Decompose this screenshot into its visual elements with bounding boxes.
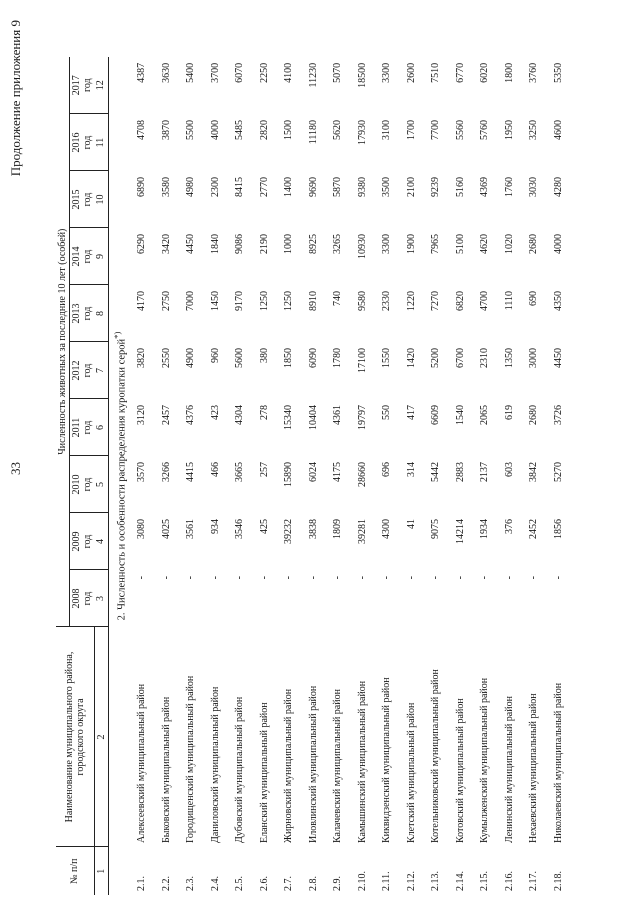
row-value: 2680 xyxy=(528,234,540,254)
header-year-5 xyxy=(70,285,95,342)
row-value: 4350 xyxy=(552,291,564,311)
header-year-unit: год xyxy=(82,363,93,378)
row-number: 2.18. xyxy=(552,871,564,891)
column-number: 3 xyxy=(94,570,108,627)
table-header xyxy=(56,57,108,895)
row-value: 3700 xyxy=(209,62,221,83)
row-value: - xyxy=(209,576,221,580)
row-district-name: Еланский муниципальный район xyxy=(258,702,270,843)
row-number: 2.16. xyxy=(503,871,515,891)
row-value: 257 xyxy=(258,462,270,477)
table-row xyxy=(473,57,498,895)
section-title-text: 2. Численность и особенности распределения куропатки серой xyxy=(116,338,127,621)
row-value: 4387 xyxy=(136,62,148,83)
row-value: 2100 xyxy=(405,177,417,197)
row-value: 18500 xyxy=(356,62,368,88)
row-number: 2.10. xyxy=(356,871,368,891)
row-value: 2452 xyxy=(528,519,540,539)
row-value: 278 xyxy=(258,405,270,420)
row-value: 3300 xyxy=(381,62,393,83)
data-table xyxy=(56,57,571,895)
column-number: 2 xyxy=(94,627,108,847)
table-body xyxy=(130,57,571,895)
row-value: 2300 xyxy=(209,177,221,197)
row-value: 3266 xyxy=(160,462,172,482)
row-value: 3265 xyxy=(332,234,344,254)
row-value: 4900 xyxy=(185,348,197,368)
row-value: 380 xyxy=(258,348,270,363)
row-value: - xyxy=(234,576,246,580)
row-value: 2550 xyxy=(160,348,172,368)
row-value: 5270 xyxy=(552,462,564,482)
row-value: 1250 xyxy=(258,291,270,311)
row-value: 1450 xyxy=(209,291,221,311)
column-number: 10 xyxy=(94,171,108,228)
row-value: 7700 xyxy=(430,120,442,140)
row-value: - xyxy=(528,576,540,580)
row-value: 5100 xyxy=(454,234,466,254)
row-value: 9170 xyxy=(234,291,246,311)
row-value: 7000 xyxy=(185,291,197,311)
row-value: 2770 xyxy=(258,177,270,197)
row-value: 3030 xyxy=(528,177,540,197)
row-value: 314 xyxy=(405,462,417,477)
row-district-name: Городищенский муниципальный район xyxy=(185,675,197,843)
row-value: 5400 xyxy=(185,62,197,83)
table-row xyxy=(228,57,253,895)
header-year-unit: год xyxy=(82,192,93,207)
section-title-row xyxy=(108,57,130,895)
row-value: 6820 xyxy=(454,291,466,311)
row-value: 696 xyxy=(381,462,393,477)
row-value: 4980 xyxy=(185,177,197,197)
row-value: 1110 xyxy=(503,291,515,311)
row-value: 4415 xyxy=(185,462,197,482)
table-row xyxy=(301,57,326,895)
table-row xyxy=(448,57,473,895)
data-table-container xyxy=(56,57,571,895)
row-value: 11180 xyxy=(307,120,319,145)
row-value: 9580 xyxy=(356,291,368,311)
header-year-value: 2016 xyxy=(71,132,82,153)
row-number: 2.15. xyxy=(479,871,491,891)
row-value: 2680 xyxy=(528,405,540,425)
table-row xyxy=(203,57,228,895)
row-district-name: Ленинский муниципальный район xyxy=(503,696,515,843)
row-value: 3561 xyxy=(185,519,197,539)
row-value: 8415 xyxy=(234,177,246,197)
row-value: 4300 xyxy=(381,519,393,539)
row-value: 4100 xyxy=(283,62,295,83)
column-number: 4 xyxy=(94,513,108,570)
row-value: 3570 xyxy=(136,462,148,482)
row-value: - xyxy=(160,576,172,580)
header-year-unit: год xyxy=(82,420,93,435)
row-value: 3842 xyxy=(528,462,540,482)
row-value: 2883 xyxy=(454,462,466,482)
row-value: - xyxy=(454,576,466,580)
row-value: - xyxy=(307,576,319,580)
header-year-1 xyxy=(70,513,95,570)
column-number: 1 xyxy=(94,847,108,895)
header-year-value: 2013 xyxy=(71,303,82,324)
header-year-6 xyxy=(70,228,95,285)
row-value: 1540 xyxy=(454,405,466,425)
row-value: 3820 xyxy=(136,348,148,368)
row-value: 1550 xyxy=(381,348,393,368)
row-value: - xyxy=(552,576,564,580)
row-value: 2250 xyxy=(258,62,270,83)
row-number: 2.13. xyxy=(430,871,442,891)
row-value: 423 xyxy=(209,405,221,420)
row-district-name: Камышинский муниципальный район xyxy=(356,680,368,843)
column-number: 5 xyxy=(94,456,108,513)
row-value: 4708 xyxy=(136,120,148,140)
table-row xyxy=(546,57,571,895)
row-value: 19797 xyxy=(356,405,368,430)
row-value: 3870 xyxy=(160,120,172,140)
row-value: 6020 xyxy=(479,62,491,83)
header-year-value: 2010 xyxy=(71,474,82,495)
header-year-unit: год xyxy=(82,591,93,606)
row-value: 6609 xyxy=(430,405,442,425)
row-value: - xyxy=(405,576,417,580)
row-value: 9239 xyxy=(430,177,442,197)
row-value: 1934 xyxy=(479,519,491,539)
row-value: 3420 xyxy=(160,234,172,254)
row-number: 2.11. xyxy=(381,871,393,891)
header-year-value: 2015 xyxy=(71,189,82,210)
row-value: - xyxy=(503,576,515,580)
row-value: 2600 xyxy=(405,62,417,83)
row-value: 10930 xyxy=(356,234,368,259)
row-district-name: Кумылженский муниципальный район xyxy=(479,677,491,843)
row-value: 960 xyxy=(209,348,221,363)
row-value: 1020 xyxy=(503,234,515,254)
table-row xyxy=(350,57,375,895)
row-value: 5500 xyxy=(185,120,197,140)
row-value: 4175 xyxy=(332,462,344,482)
row-value: 2137 xyxy=(479,462,491,482)
row-value: 15890 xyxy=(283,462,295,487)
row-value: 3000 xyxy=(528,348,540,368)
row-value: 4600 xyxy=(552,120,564,140)
page-number: 33 xyxy=(8,462,23,475)
row-value: 1950 xyxy=(503,120,515,140)
row-value: 4170 xyxy=(136,291,148,311)
row-value: 1900 xyxy=(405,234,417,254)
row-value: 4000 xyxy=(552,234,564,254)
row-value: 3580 xyxy=(160,177,172,197)
row-value: 934 xyxy=(209,519,221,534)
row-value: 5760 xyxy=(479,120,491,140)
row-value: 3300 xyxy=(381,234,393,254)
header-year-unit: год xyxy=(82,306,93,321)
row-value: 5870 xyxy=(332,177,344,197)
row-value: 41 xyxy=(405,519,417,529)
row-value: 1400 xyxy=(283,177,295,197)
header-year-unit: год xyxy=(82,249,93,264)
row-value: - xyxy=(479,576,491,580)
row-value: 15340 xyxy=(283,405,295,430)
row-value: 5200 xyxy=(430,348,442,368)
row-value: 2310 xyxy=(479,348,491,368)
row-value: 4025 xyxy=(160,519,172,539)
row-value: 1800 xyxy=(503,62,515,83)
row-value: 5350 xyxy=(552,62,564,83)
row-value: 17100 xyxy=(356,348,368,373)
row-district-name: Киквидзенский муниципальный район xyxy=(381,677,393,843)
row-district-name: Калачевский муниципальный район xyxy=(332,689,344,843)
row-value: 9690 xyxy=(307,177,319,197)
row-value: 5160 xyxy=(454,177,466,197)
header-year-7 xyxy=(70,171,95,228)
row-value: 3546 xyxy=(234,519,246,539)
header-year-unit: год xyxy=(82,534,93,549)
row-district-name: Котовский муниципальный район xyxy=(454,698,466,843)
header-year-value: 2008 xyxy=(71,588,82,609)
row-value: 603 xyxy=(503,462,515,477)
row-value: 14214 xyxy=(454,519,466,544)
column-number-row xyxy=(94,57,108,895)
row-value: 1350 xyxy=(503,348,515,368)
row-value: 2065 xyxy=(479,405,491,425)
row-value: 6090 xyxy=(307,348,319,368)
column-number: 12 xyxy=(94,57,108,114)
row-number: 2.1. xyxy=(136,876,148,891)
row-value: 1840 xyxy=(209,234,221,254)
row-number: 2.14. xyxy=(454,871,466,891)
header-year-value: 2011 xyxy=(71,417,82,438)
table-row xyxy=(497,57,522,895)
row-value: 6070 xyxy=(234,62,246,83)
row-value: 6700 xyxy=(454,348,466,368)
row-number: 2.3. xyxy=(185,876,197,891)
row-value: 3080 xyxy=(136,519,148,539)
header-year-unit: год xyxy=(82,78,93,93)
header-year-value: 2009 xyxy=(71,531,82,552)
row-value: 1420 xyxy=(405,348,417,368)
header-year-2 xyxy=(70,456,95,513)
section-footnote-mark: *) xyxy=(111,331,122,339)
table-row xyxy=(399,57,424,895)
column-number: 6 xyxy=(94,399,108,456)
table-row xyxy=(326,57,351,895)
row-value: 2820 xyxy=(258,120,270,140)
row-value: 1850 xyxy=(283,348,295,368)
row-value: 11230 xyxy=(307,62,319,88)
row-value: 1809 xyxy=(332,519,344,539)
table-row xyxy=(154,57,179,895)
row-district-name: Клетский муниципальный район xyxy=(405,702,417,843)
row-value: 4369 xyxy=(479,177,491,197)
row-value: 4700 xyxy=(479,291,491,311)
row-district-name: Иловлинский муниципальный район xyxy=(307,685,319,843)
row-value: 376 xyxy=(503,519,515,534)
row-value: 417 xyxy=(405,405,417,420)
table-row xyxy=(375,57,400,895)
row-value: 5560 xyxy=(454,120,466,140)
row-value: 9075 xyxy=(430,519,442,539)
row-value: 9086 xyxy=(234,234,246,254)
row-value: 1250 xyxy=(283,291,295,311)
section-title xyxy=(108,57,130,895)
row-district-name: Нехаевский муниципальный район xyxy=(528,693,540,843)
row-number: 2.4. xyxy=(209,876,221,891)
row-district-name: Даниловский муниципальный район xyxy=(209,686,221,843)
header-year-4 xyxy=(70,342,95,399)
row-value: 4450 xyxy=(185,234,197,254)
header-year-value: 2017 xyxy=(71,75,82,96)
row-value: 1760 xyxy=(503,177,515,197)
row-value: 690 xyxy=(528,291,540,306)
row-value: 6024 xyxy=(307,462,319,482)
row-value: 17930 xyxy=(356,120,368,145)
row-number: 2.5. xyxy=(234,876,246,891)
row-value: 6770 xyxy=(454,62,466,83)
header-year-8 xyxy=(70,114,95,171)
column-number: 11 xyxy=(94,114,108,171)
row-value: 4280 xyxy=(552,177,564,197)
row-number: 2.9. xyxy=(332,876,344,891)
row-value: 2750 xyxy=(160,291,172,311)
row-value: 7270 xyxy=(430,291,442,311)
row-number: 2.8. xyxy=(307,876,319,891)
row-value: 4361 xyxy=(332,405,344,425)
row-value: 5442 xyxy=(430,462,442,482)
header-year-3 xyxy=(70,399,95,456)
row-value: 39281 xyxy=(356,519,368,544)
row-number: 2.2. xyxy=(160,876,172,891)
row-value: 4376 xyxy=(185,405,197,425)
header-year-value: 2012 xyxy=(71,360,82,381)
row-value: 740 xyxy=(332,291,344,306)
row-value: 466 xyxy=(209,462,221,477)
row-district-name: Дубовский муниципальный район xyxy=(234,696,246,843)
row-value: 9380 xyxy=(356,177,368,197)
row-value: 619 xyxy=(503,405,515,420)
row-value: 425 xyxy=(258,519,270,534)
row-value: 4000 xyxy=(209,120,221,140)
row-value: 3760 xyxy=(528,62,540,83)
row-value: - xyxy=(356,576,368,580)
row-value: 3100 xyxy=(381,120,393,140)
row-value: 2457 xyxy=(160,405,172,425)
row-number: 2.7. xyxy=(283,876,295,891)
row-value: - xyxy=(136,576,148,580)
row-value: 1500 xyxy=(283,120,295,140)
row-value: - xyxy=(332,576,344,580)
row-value: - xyxy=(381,576,393,580)
header-group-label: Численность животных за последние 10 лет (особей) xyxy=(57,228,68,455)
row-value: 5070 xyxy=(332,62,344,83)
row-value: 2190 xyxy=(258,234,270,254)
row-value: 6290 xyxy=(136,234,148,254)
table-row xyxy=(424,57,449,895)
row-district-name: Котельниковский муниципальный район xyxy=(430,669,442,843)
row-district-name: Жирновский муниципальный район xyxy=(283,688,295,843)
row-value: 3250 xyxy=(528,120,540,140)
row-value: 10404 xyxy=(307,405,319,430)
row-value: 39232 xyxy=(283,519,295,544)
column-number: 9 xyxy=(94,228,108,285)
header-num: № п/п xyxy=(56,847,94,895)
header-group xyxy=(56,57,70,627)
row-value: 7510 xyxy=(430,62,442,83)
row-number: 2.17. xyxy=(528,871,540,891)
row-value: 5600 xyxy=(234,348,246,368)
row-value: 1856 xyxy=(552,519,564,539)
header-year-value: 2014 xyxy=(71,246,82,267)
row-value: 5485 xyxy=(234,120,246,140)
row-district-name: Быковский муниципальный район xyxy=(160,696,172,843)
row-value: 4620 xyxy=(479,234,491,254)
row-value: 4304 xyxy=(234,405,246,425)
row-value: 28660 xyxy=(356,462,368,487)
row-value: 3630 xyxy=(160,62,172,83)
appendix-title: Продолжение приложения 9 xyxy=(8,20,23,177)
column-number: 8 xyxy=(94,285,108,342)
table-row xyxy=(277,57,302,895)
row-value: 3838 xyxy=(307,519,319,539)
row-value: 1700 xyxy=(405,120,417,140)
table-row xyxy=(179,57,204,895)
row-value: - xyxy=(258,576,270,580)
row-value: 3500 xyxy=(381,177,393,197)
row-value: 3120 xyxy=(136,405,148,425)
row-value: 550 xyxy=(381,405,393,420)
row-value: - xyxy=(185,576,197,580)
row-value: - xyxy=(430,576,442,580)
row-value: 7965 xyxy=(430,234,442,254)
row-value: 8925 xyxy=(307,234,319,254)
row-value: 3726 xyxy=(552,405,564,425)
row-number: 2.12. xyxy=(405,871,417,891)
row-value: 3665 xyxy=(234,462,246,482)
header-year-9 xyxy=(70,57,95,114)
row-value: 1780 xyxy=(332,348,344,368)
column-number: 7 xyxy=(94,342,108,399)
table-row xyxy=(130,57,155,895)
row-value: 4450 xyxy=(552,348,564,368)
row-district-name: Алексеевский муниципальный район xyxy=(136,683,148,843)
table-row xyxy=(252,57,277,895)
header-year-0 xyxy=(70,570,95,627)
row-number: 2.6. xyxy=(258,876,270,891)
table-row xyxy=(522,57,547,895)
row-value: - xyxy=(283,576,295,580)
row-district-name: Николаевский муниципальный район xyxy=(552,682,564,843)
row-value: 1220 xyxy=(405,291,417,311)
row-value: 5620 xyxy=(332,120,344,140)
row-value: 1000 xyxy=(283,234,295,254)
header-name: Наименование муниципального района, городского округа xyxy=(56,627,94,847)
row-value: 6890 xyxy=(136,177,148,197)
header-year-unit: год xyxy=(82,477,93,492)
row-value: 8910 xyxy=(307,291,319,311)
row-value: 2330 xyxy=(381,291,393,311)
header-year-unit: год xyxy=(82,135,93,150)
